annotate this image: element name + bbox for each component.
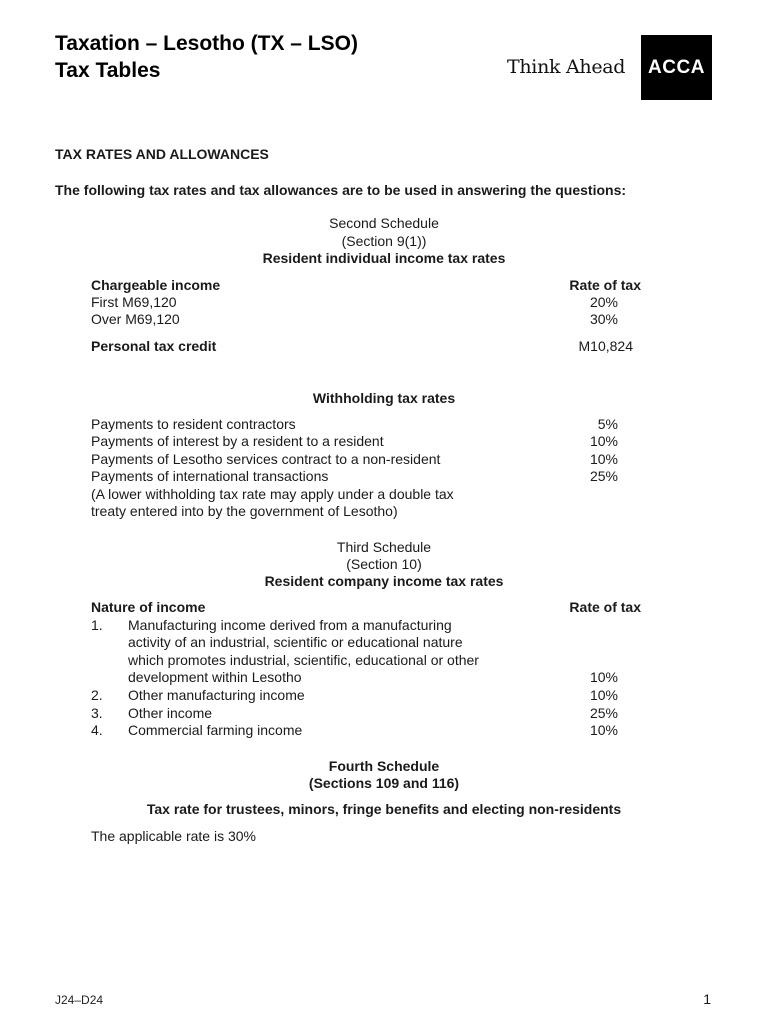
fourth-schedule-title: Fourth Schedule — [328, 758, 440, 774]
withholding-note-line-1: (A lower withholding tax rate may apply under a double tax — [91, 486, 454, 502]
col-rate-of-tax: Rate of tax — [569, 277, 641, 293]
personal-tax-credit-label: Personal tax credit — [91, 338, 217, 354]
table-row-label: Payments of Lesotho services contract to a non-resident — [91, 451, 441, 467]
table-row-label: Over M69,120 — [91, 311, 180, 327]
title-line-1: Taxation – Lesotho (TX – LSO) — [55, 32, 358, 55]
list-item-text: Manufacturing income derived from a manufacturing — [128, 617, 452, 633]
table-row-label: Payments of international transactions — [91, 468, 329, 484]
list-item-rate: 10% — [589, 722, 618, 738]
col-nature-of-income: Nature of income — [91, 599, 206, 615]
list-item-rate: 25% — [589, 705, 618, 721]
fourth-schedule-subtitle: Tax rate for trustees, minors, fringe benefits and electing non-residents — [146, 801, 622, 817]
acca-logo — [641, 35, 712, 100]
withholding-note-line-2: treaty entered into by the government of Lesotho) — [91, 503, 398, 519]
brand-tagline: Think Ahead — [507, 56, 626, 78]
list-item-rate: 10% — [589, 687, 618, 703]
document-title — [55, 30, 358, 84]
personal-tax-credit-value: M10,824 — [578, 338, 633, 354]
table-row-rate: 25% — [589, 468, 618, 484]
third-schedule-title: Third Schedule — [336, 539, 432, 555]
list-item-text: development within Lesotho — [128, 669, 302, 685]
col-rate-of-tax: Rate of tax — [569, 599, 641, 615]
list-item-number: 1. — [91, 617, 103, 633]
second-schedule-section: (Section 9(1)) — [341, 233, 427, 249]
table-row-label: First M69,120 — [91, 294, 177, 310]
list-item-number: 2. — [91, 687, 103, 703]
table-row-rate: 5% — [597, 416, 618, 432]
list-item-text: activity of an industrial, scientific or educational nature — [128, 634, 463, 650]
withholding-title: Withholding tax rates — [312, 390, 456, 406]
fourth-schedule-section: (Sections 109 and 116) — [308, 775, 460, 791]
list-item-text: Commercial farming income — [128, 722, 303, 738]
third-schedule-section: (Section 10) — [346, 556, 422, 572]
list-item-number: 3. — [91, 705, 103, 721]
page-number: 1 — [703, 991, 711, 1007]
table-row-label: Payments of interest by a resident to a resident — [91, 433, 384, 449]
table-row-rate: 10% — [589, 451, 618, 467]
third-schedule-subtitle: Resident company income tax rates — [264, 573, 504, 589]
list-item-rate: 10% — [589, 669, 618, 685]
list-item-text: Other income — [128, 705, 213, 721]
list-item-text: Other manufacturing income — [128, 687, 305, 703]
list-item-text: which promotes industrial, scientific, educational or other — [128, 652, 479, 668]
section-heading: TAX RATES AND ALLOWANCES — [55, 146, 269, 162]
second-schedule-subtitle: Resident individual income tax rates — [262, 250, 506, 266]
table-row-rate: 20% — [589, 294, 618, 310]
footer-code: J24–D24 — [55, 993, 104, 1007]
second-schedule-title: Second Schedule — [329, 215, 439, 231]
fourth-schedule-text: The applicable rate is 30% — [91, 828, 256, 844]
intro-text: The following tax rates and tax allowances are to be used in answering the questions: — [55, 182, 627, 198]
logo-text: ACCA — [648, 56, 705, 78]
title-line-2: Tax Tables — [55, 59, 161, 82]
table-row-rate: 30% — [589, 311, 618, 327]
table-row-rate: 10% — [589, 433, 618, 449]
table-row-label: Payments to resident contractors — [91, 416, 296, 432]
col-chargeable-income: Chargeable income — [91, 277, 221, 293]
list-item-number: 4. — [91, 722, 103, 738]
